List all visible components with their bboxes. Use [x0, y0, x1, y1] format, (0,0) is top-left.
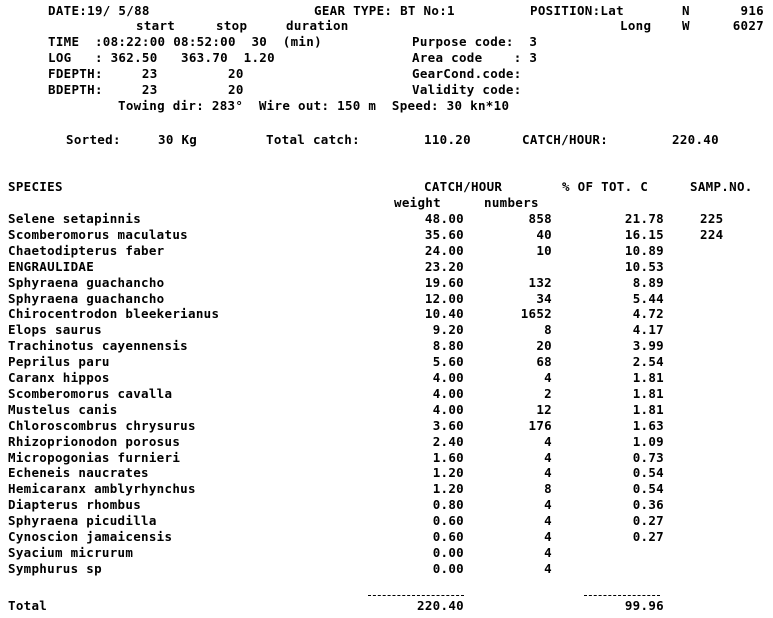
row-pct: 1.63	[632, 417, 664, 433]
row-pct: 10.53	[624, 258, 664, 274]
row-weight: 0.80	[432, 497, 464, 513]
row-pct: 4.72	[632, 306, 664, 322]
row-weight: 12.00	[424, 290, 464, 306]
row-numbers: 4	[544, 465, 552, 481]
row-species: Caranx hippos	[8, 370, 110, 385]
row-species: Chaetodipterus faber	[8, 242, 165, 258]
row-pct: 1.81	[632, 370, 664, 385]
row-pct: 3.99	[632, 338, 664, 354]
total-catch-label: Total catch:	[266, 132, 360, 147]
row-numbers: 4	[544, 513, 552, 529]
row-species: Peprilus paru	[8, 354, 110, 370]
row-pct: 10.89	[624, 242, 664, 258]
row-numbers: 2	[544, 385, 552, 401]
row-pct: 1.09	[632, 433, 664, 449]
col-stop-label: stop	[216, 18, 248, 33]
row-numbers: 34	[536, 290, 552, 306]
row-pct: 8.89	[632, 274, 664, 290]
row-numbers: 10	[536, 242, 552, 258]
row-weight: 1.20	[432, 481, 464, 497]
row-species: Trachinotus cayennensis	[8, 338, 188, 354]
row-species: Mustelus canis	[8, 401, 118, 417]
row-weight: 24.00	[424, 242, 464, 258]
catch-hour-value: 220.40	[672, 132, 719, 147]
long-label: Long	[620, 18, 652, 33]
row-pct: 0.27	[632, 529, 664, 544]
time-row: TIME :08:22:00 08:52:00 30 (min)	[48, 34, 322, 49]
row-species: Echeneis naucrates	[8, 465, 149, 481]
row-species: ENGRAULIDAE	[8, 258, 95, 274]
row-weight: 23.20	[424, 258, 464, 274]
row-weight: 4.00	[432, 370, 464, 385]
weight-total-rule	[368, 595, 464, 596]
row-numbers: 1652	[520, 306, 552, 322]
row-numbers: 8	[544, 322, 552, 338]
row-weight: 0.00	[432, 544, 464, 560]
gear-type-field: GEAR TYPE: BT No:1	[314, 3, 455, 18]
row-numbers: 4	[544, 433, 552, 449]
row-weight: 4.00	[432, 401, 464, 417]
row-numbers: 4	[544, 560, 552, 576]
row-pct: 2.54	[632, 354, 664, 370]
row-species: Chloroscombrus chrysurus	[8, 417, 196, 433]
row-pct: 1.81	[632, 385, 664, 401]
row-numbers: 40	[536, 226, 552, 242]
lat-direction: N	[682, 3, 690, 18]
row-weight: 4.00	[432, 385, 464, 401]
row-pct: 0.73	[632, 449, 664, 465]
long-direction: W	[682, 18, 690, 33]
row-samp-no: 225	[700, 211, 724, 226]
row-numbers: 4	[544, 449, 552, 465]
col-duration-label: duration	[286, 18, 349, 33]
pct-total-rule	[584, 595, 660, 596]
pct-total-header: % OF TOT. C	[562, 179, 649, 194]
position-label: POSITION:Lat	[530, 3, 624, 18]
row-pct: 0.54	[632, 465, 664, 481]
row-species: Symphurus sp	[8, 560, 102, 576]
row-numbers: 12	[536, 401, 552, 417]
weight-header: weight	[394, 195, 441, 210]
row-species: Micropogonias furnieri	[8, 449, 181, 465]
total-pct: 99.96	[624, 598, 664, 613]
row-species: Selene setapinnis	[8, 211, 142, 226]
row-weight: 19.60	[424, 274, 464, 290]
row-pct: 16.15	[624, 226, 664, 242]
row-pct: 0.54	[632, 481, 664, 497]
row-species: Sphyraena guachancho	[8, 274, 165, 290]
row-numbers: 4	[544, 529, 552, 544]
row-species: Scomberomorus cavalla	[8, 385, 173, 401]
row-numbers: 176	[528, 417, 552, 433]
row-pct: 4.17	[632, 322, 664, 338]
row-weight: 1.60	[432, 449, 464, 465]
log-row: LOG : 362.50 363.70 1.20	[48, 50, 275, 65]
row-pct: 1.81	[632, 401, 664, 417]
total-label: Total	[8, 598, 48, 613]
col-start-label: start	[136, 18, 176, 33]
row-species: Rhizoprionodon porosus	[8, 433, 181, 449]
row-species: Sphyraena guachancho	[8, 290, 165, 306]
row-weight: 8.80	[432, 338, 464, 354]
row-pct: 0.36	[632, 497, 664, 513]
row-numbers: 4	[544, 497, 552, 513]
validity-code: Validity code:	[412, 82, 522, 97]
row-pct: 21.78	[624, 211, 664, 226]
row-weight: 0.60	[432, 529, 464, 544]
row-numbers: 4	[544, 370, 552, 385]
row-weight: 2.40	[432, 433, 464, 449]
sorted-label: Sorted:	[66, 132, 121, 147]
row-species: Cynoscion jamaicensis	[8, 529, 173, 544]
row-weight: 10.40	[424, 306, 464, 322]
catch-hour-label: CATCH/HOUR:	[522, 132, 609, 147]
row-weight: 1.20	[432, 465, 464, 481]
row-numbers: 132	[528, 274, 552, 290]
species-header: SPECIES	[8, 179, 63, 194]
row-species: Syacium micrurum	[8, 544, 134, 560]
row-numbers: 20	[536, 338, 552, 354]
row-weight: 0.60	[432, 513, 464, 529]
fdepth-row: FDEPTH: 23 20	[48, 66, 244, 81]
area-code: Area code : 3	[412, 50, 538, 65]
samp-no-header: SAMP.NO.	[690, 179, 753, 194]
row-weight: 5.60	[432, 354, 464, 370]
row-numbers: 8	[544, 481, 552, 497]
row-samp-no: 224	[700, 226, 724, 242]
row-species: Chirocentrodon bleekerianus	[8, 306, 220, 322]
row-weight: 9.20	[432, 322, 464, 338]
purpose-code: Purpose code: 3	[412, 34, 538, 49]
row-pct: 5.44	[632, 290, 664, 306]
row-numbers: 858	[528, 211, 552, 226]
row-species: Sphyraena picudilla	[8, 513, 157, 529]
long-value: 6027	[732, 18, 764, 33]
row-species: Elops saurus	[8, 322, 102, 338]
row-pct: 0.27	[632, 513, 664, 529]
row-species: Scomberomorus maculatus	[8, 226, 188, 242]
towing-row: Towing dir: 283° Wire out: 150 m Speed: 30 kn*10	[118, 98, 510, 113]
catch-hour-header: CATCH/HOUR	[424, 179, 503, 194]
numbers-header: numbers	[484, 195, 539, 210]
row-weight: 3.60	[432, 417, 464, 433]
lat-value: 916	[740, 3, 764, 18]
bdepth-row: BDEPTH: 23 20	[48, 82, 244, 97]
row-weight: 0.00	[432, 560, 464, 576]
row-numbers: 4	[544, 544, 552, 560]
row-numbers: 68	[536, 354, 552, 370]
row-weight: 35.60	[424, 226, 464, 242]
row-species: Hemicaranx amblyrhynchus	[8, 481, 196, 497]
gearcond-code: GearCond.code:	[412, 66, 522, 81]
total-weight: 220.40	[417, 598, 464, 613]
date-field: DATE:19/ 5/88	[48, 3, 150, 18]
row-weight: 48.00	[424, 211, 464, 226]
row-species: Diapterus rhombus	[8, 497, 142, 513]
sorted-value: 30 Kg	[158, 132, 198, 147]
total-catch-value: 110.20	[424, 132, 471, 147]
